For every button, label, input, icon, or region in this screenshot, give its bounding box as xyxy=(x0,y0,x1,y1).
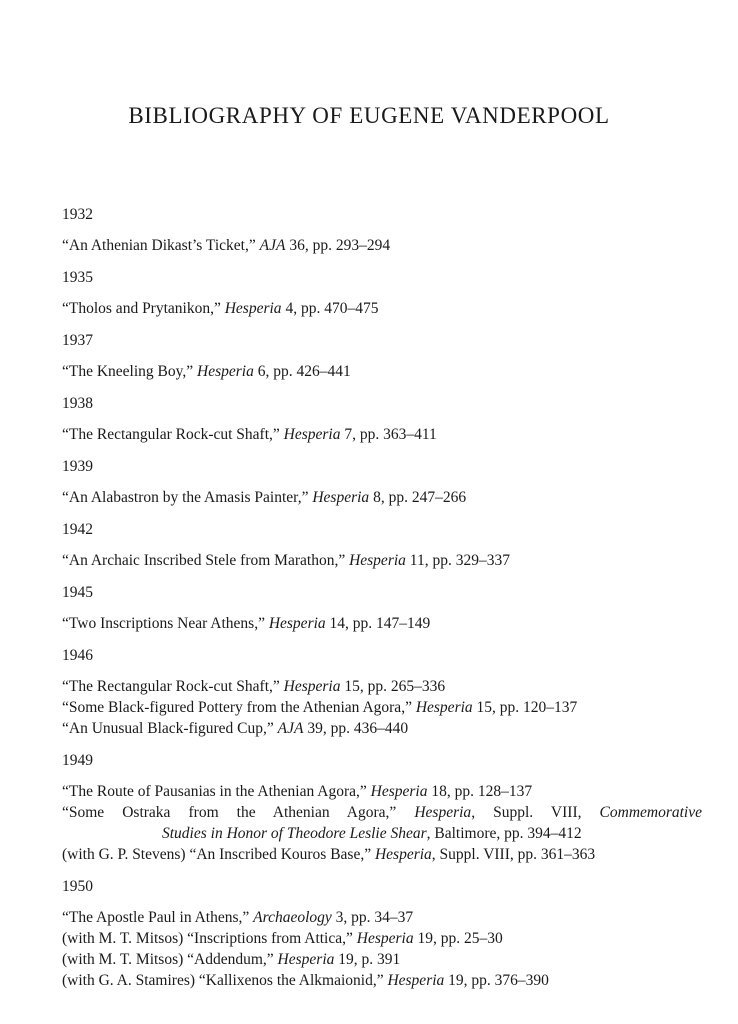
year-section xyxy=(62,330,702,393)
bibliography-entry xyxy=(62,361,702,382)
entry-title: “Some Black-figured Pottery from the Athenian Agora,” xyxy=(62,699,416,716)
year-heading: 1950 xyxy=(62,878,93,895)
entry-details: 15, pp. 265–336 xyxy=(340,678,446,695)
entry-title: (with M. T. Mitsos) “Inscriptions from Attica,” xyxy=(62,930,357,947)
entry-details: 4, pp. 470–475 xyxy=(281,300,379,317)
entry-title: “The Apostle Paul in Athens,” xyxy=(62,909,254,926)
entry-title: “Some Ostraka from the Athenian Agora,” xyxy=(62,804,415,821)
bibliography-entry xyxy=(62,781,702,802)
bibliography-entry-continuation xyxy=(62,823,702,844)
bibliography-entry xyxy=(62,697,702,718)
entry-title: (with G. A. Stamires) “Kallixenos the Alkmaionid,” xyxy=(62,972,388,989)
bibliography-list xyxy=(62,204,702,1002)
bibliography-entry xyxy=(62,298,702,319)
continuation-line xyxy=(62,823,702,844)
year-heading: 1932 xyxy=(62,206,93,223)
year-section xyxy=(62,582,702,645)
entry-journal: Hesperia xyxy=(374,846,432,863)
entry-details: 3, pp. 34–37 xyxy=(331,909,414,926)
year-heading: 1937 xyxy=(62,332,93,349)
entry-journal: Hesperia xyxy=(224,300,282,317)
entry-journal: Hesperia xyxy=(283,426,341,443)
entry-title: “Two Inscriptions Near Athens,” xyxy=(62,615,269,632)
page-title: BIBLIOGRAPHY OF EUGENE VANDERPOOL xyxy=(128,103,610,128)
year-section xyxy=(62,750,702,876)
bibliography-entry xyxy=(62,928,702,949)
bibliography-entry xyxy=(62,718,702,739)
entry-journal: AJA xyxy=(277,720,304,737)
bibliography-entry xyxy=(62,613,702,634)
bibliography-entry xyxy=(62,970,702,991)
entry-title: “Tholos and Prytanikon,” xyxy=(62,300,225,317)
entry-details: 19, p. 391 xyxy=(334,951,401,968)
year-heading: 1942 xyxy=(62,521,93,538)
entry-journal: Commemorative xyxy=(599,804,702,821)
entry-details: 39, pp. 436–440 xyxy=(303,720,409,737)
entry-details: 11, pp. 329–337 xyxy=(405,552,510,569)
entry-details: 19, pp. 25–30 xyxy=(413,930,503,947)
bibliography-entry xyxy=(62,949,702,970)
year-section xyxy=(62,393,702,456)
entry-title: “The Rectangular Rock-cut Shaft,” xyxy=(62,426,284,443)
entry-journal: Hesperia xyxy=(356,930,414,947)
entry-details: 19, pp. 376–390 xyxy=(444,972,549,989)
entry-details: 8, pp. 247–266 xyxy=(369,489,467,506)
bibliography-entry xyxy=(62,487,702,508)
year-heading: 1946 xyxy=(62,647,93,664)
year-section xyxy=(62,876,702,1002)
bibliography-entry xyxy=(62,907,702,928)
bibliography-entry xyxy=(62,424,702,445)
year-heading: 1938 xyxy=(62,395,93,412)
entry-details: 18, pp. 128–137 xyxy=(427,783,533,800)
entry-details: 36, pp. 293–294 xyxy=(285,237,391,254)
entry-journal: Hesperia xyxy=(370,783,428,800)
year-section xyxy=(62,519,702,582)
year-heading: 1945 xyxy=(62,584,93,601)
entry-journal: AJA xyxy=(259,237,286,254)
entry-details: 15, pp. 120–137 xyxy=(472,699,578,716)
entry-journal: Hesperia xyxy=(349,552,406,569)
entry-details: 14, pp. 147–149 xyxy=(325,615,431,632)
entry-journal: Hesperia xyxy=(312,489,370,506)
entry-journal: Hesperia xyxy=(415,699,473,716)
entry-journal: Hesperia xyxy=(414,804,472,821)
entry-journal: Archaeology xyxy=(253,909,332,926)
entry-details: 6, pp. 426–441 xyxy=(253,363,351,380)
bibliography-entry xyxy=(62,676,702,697)
year-section xyxy=(62,645,702,750)
entry-details: , Suppl. VIII, xyxy=(471,804,600,821)
entry-journal: Hesperia xyxy=(283,678,341,695)
entry-title: (with M. T. Mitsos) “Addendum,” xyxy=(62,951,278,968)
year-heading: 1935 xyxy=(62,269,93,286)
entry-title: “The Rectangular Rock-cut Shaft,” xyxy=(62,678,284,695)
year-section xyxy=(62,204,702,267)
entry-details: 7, pp. 363–411 xyxy=(340,426,437,443)
year-heading: 1939 xyxy=(62,458,93,475)
entry-journal: Hesperia xyxy=(277,951,335,968)
entry-journal: Hesperia xyxy=(268,615,326,632)
bibliography-entry xyxy=(62,235,702,256)
entry-title: “The Route of Pausanias in the Athenian Agora,” xyxy=(62,783,371,800)
entry-details: , Baltimore, pp. 394–412 xyxy=(426,825,582,842)
bibliography-entry xyxy=(62,550,702,571)
entry-journal: Studies in Honor of Theodore Leslie Shear xyxy=(162,825,427,842)
entry-title: “An Unusual Black-figured Cup,” xyxy=(62,720,278,737)
entry-title: “An Archaic Inscribed Stele from Marathon,” xyxy=(62,552,350,569)
bibliography-entry xyxy=(62,802,702,823)
year-heading: 1949 xyxy=(62,752,93,769)
year-section xyxy=(62,267,702,330)
entry-title: (with G. P. Stevens) “An Inscribed Kouros Base,” xyxy=(62,846,375,863)
entry-title: “An Athenian Dikast’s Ticket,” xyxy=(62,237,260,254)
year-section xyxy=(62,456,702,519)
entry-journal: Hesperia xyxy=(387,972,445,989)
entry-title: “An Alabastron by the Amasis Painter,” xyxy=(62,489,313,506)
entry-journal: Hesperia xyxy=(197,363,254,380)
entry-details: , Suppl. VIII, pp. 361–363 xyxy=(431,846,596,863)
entry-title: “The Kneeling Boy,” xyxy=(62,363,198,380)
bibliography-entry xyxy=(62,844,702,865)
